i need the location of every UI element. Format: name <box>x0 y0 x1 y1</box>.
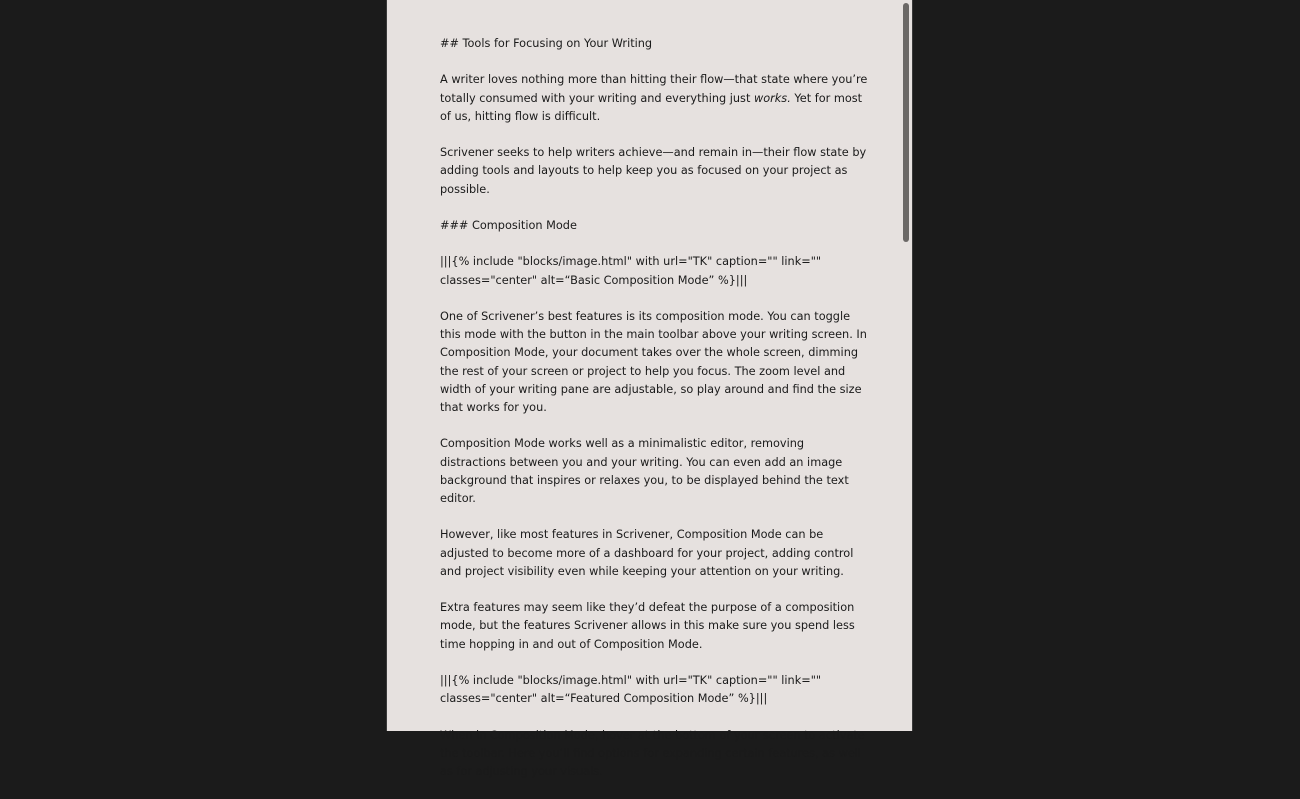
image-include-paragraph: |||{% include "blocks/image.html" with url="TK" caption="" link="" classes="center" alt=“Basic Composition Mode” %}||| <box>440 255 822 287</box>
body-paragraph: Composition Mode works well as a minimalistic editor, removing distractions between you and your writing. You can even add an image background that inspires or relaxes you, to be displayed behind the text editor. <box>440 437 849 505</box>
body-paragraph: Extra features may seem like they’d defeat the purpose of a composition mode, but the features Scrivener allows in this make sure you spend less time hopping in and out of Composition Mode. <box>440 601 855 651</box>
body-paragraph: A writer loves nothing more than hitting their flow—that state where you’re totally consumed with your writing and everything just works. Yet for most of us, hitting flow is difficult. <box>440 73 868 123</box>
composition-page[interactable] <box>386 0 913 778</box>
vertical-scrollbar[interactable] <box>901 0 911 731</box>
image-include-paragraph: |||{% include "blocks/image.html" with url="TK" caption="" link="" classes="center" alt=“Featured Composition Mode” %}||| <box>440 673 822 706</box>
body-paragraph: When in Composition Mode, hover at the bottom of your screen to activate the toolbar. Here you’ll find options for expanding certain features, as well as for adjusting your visuals. <box>440 728 865 778</box>
document-text[interactable] <box>440 35 870 799</box>
body-paragraph: However, like most features in Scrivener, Composition Mode can be adjusted to become more of a dashboard for your project, adding control and project visibility even while keeping your attention on your writing. <box>440 528 854 578</box>
emphasis-text: works. <box>753 91 791 105</box>
subheading-paragraph: ### Composition Mode <box>440 218 577 232</box>
body-paragraph: One of Scrivener’s best features is its composition mode. You can toggle this mode with the button in the main toolbar above your writing screen. In Composition Mode, your document takes over the whole screen, dimming the rest of your screen or project to help you focus. The zoom level and width of your writing pane are adjustable, so play around and find the size that works for you. <box>440 309 867 414</box>
heading-paragraph: ## Tools for Focusing on Your Writing <box>440 37 653 50</box>
scrollbar-thumb[interactable] <box>903 3 909 242</box>
body-paragraph: Scrivener seeks to help writers achieve—and remain in—their flow state by adding tools and layouts to help keep you as focused on your project as possible. <box>440 146 867 196</box>
